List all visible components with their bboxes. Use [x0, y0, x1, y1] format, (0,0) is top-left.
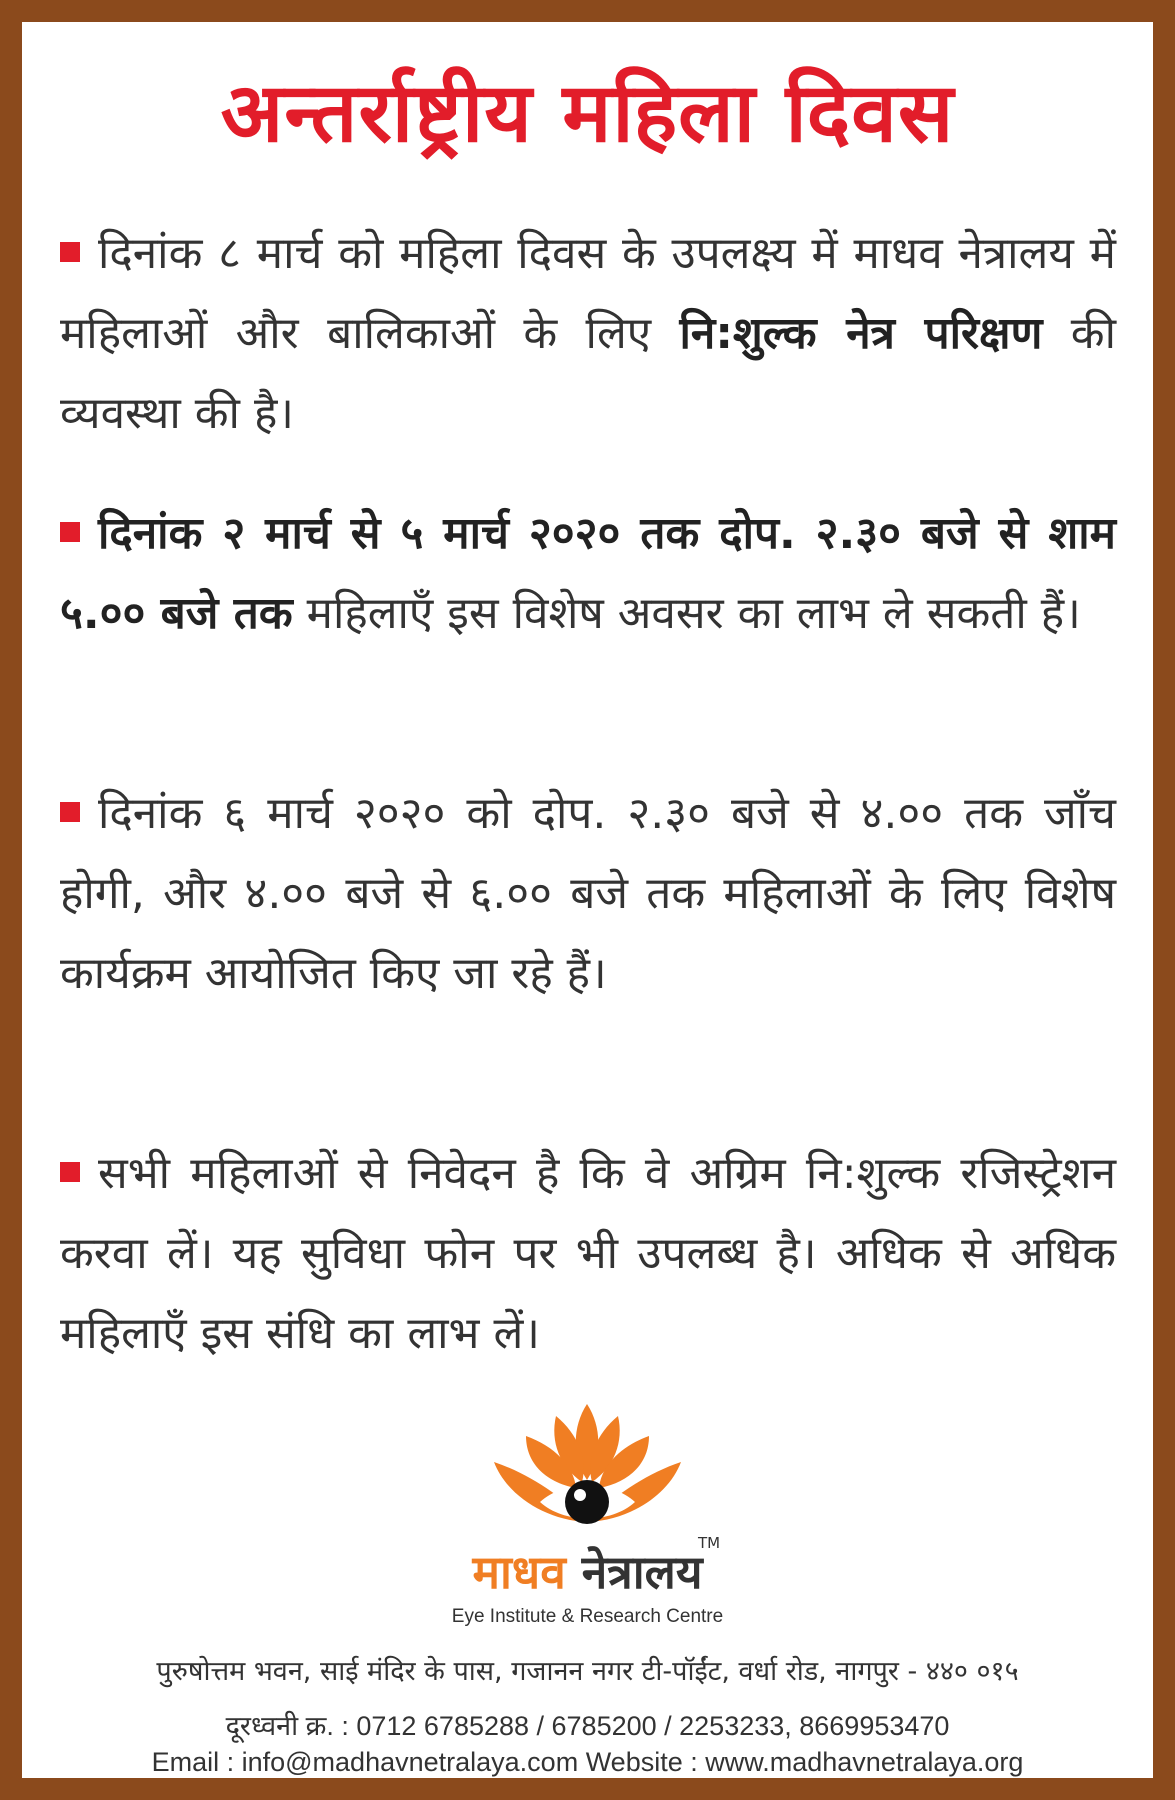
email-website-line: Email : info@madhavnetralaya.com Website : www.madhavnetralaya.org: [151, 1747, 1024, 1777]
paragraph-dates: [60, 494, 1116, 654]
paragraph-text: महिलाएँ इस विशेष अवसर का लाभ ले सकती हैं।: [292, 588, 1081, 639]
paragraph-special-program: [60, 774, 1116, 1014]
paragraph-registration: [60, 1134, 1116, 1374]
bullet-square-icon: [60, 1162, 80, 1182]
paragraph-text: दिनांक ६ मार्च २०२० को दोप. २.३० बजे से ४.०० तक जॉंच होगी, और ४.०० बजे से ६.०० बजे तक महिलाओं के लिए विशेष कार्यक्रम आयोजित किए जा रहे हैं।: [60, 788, 1116, 999]
paragraph-bold-text: दिनांक २ मार्च से ५ मार्च २०२० तक दोप. २.३० बजे से शाम ५.०० बजे तक: [60, 508, 1116, 639]
bullet-square-icon: [60, 802, 80, 822]
logo-name-netralaya: नेत्रालय: [581, 1545, 703, 1599]
page-title: अन्तर्राष्ट्रीय महिला दिवस: [220, 66, 955, 161]
paragraph-bold-text: नि:शुल्क नेत्र परिक्षण: [679, 308, 1043, 359]
bullet-square-icon: [60, 522, 80, 542]
paragraph-text: की व्यवस्था की है।: [60, 308, 1116, 439]
logo-subtitle: Eye Institute & Research Centre: [451, 1606, 724, 1627]
logo: [22, 1402, 1153, 1642]
paragraph-text: सभी महिलाओं से निवेदन है कि वे अग्रिम नि:शुल्क रजिस्ट्रेशन करवा लें। यह सुविधा फोन पर भी उपलब्ध है। अधिक से अधिक महिलाएँ इस संधि का लाभ लें।: [60, 1148, 1116, 1359]
phone-line: दूरध्वनी क्र. : 0712 6785288 / 6785200 / 2253233, 8669953470: [225, 1711, 950, 1741]
address-line: पुरुषोत्तम भवन, साई मंदिर के पास, गजानन नगर टी-पॉईंट, वर्धा रोड, नागपुर - ४४० ०१५: [156, 1656, 1019, 1687]
logo-name-madhav: माधव: [472, 1545, 566, 1599]
lotus-eye-logo-icon: [484, 1402, 691, 1542]
poster: [22, 22, 1153, 1778]
paragraph-text: दिनांक ८ मार्च को महिला दिवस के उपलक्ष्य में माधव नेत्रालय में महिलाओं और बालिकाओं के लिए: [60, 228, 1116, 359]
trademark-symbol: TM: [698, 1534, 721, 1552]
paragraph-free-checkup: [60, 214, 1116, 454]
logo-wordmark: [22, 1542, 1153, 1602]
bullet-square-icon: [60, 242, 80, 262]
